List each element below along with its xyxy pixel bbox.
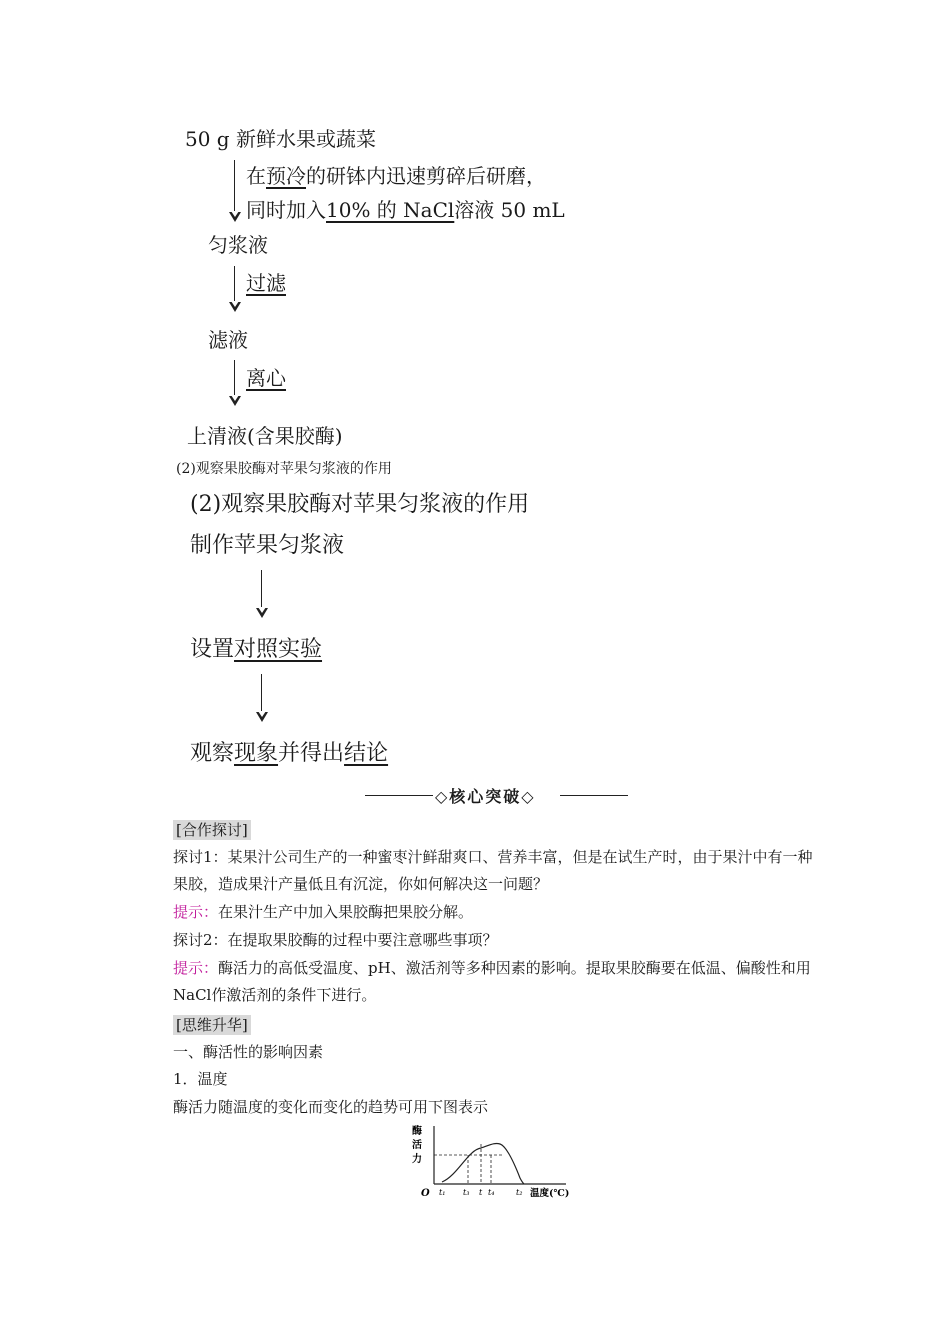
flow1-step2: 过滤 bbox=[246, 271, 286, 295]
section-divider-left bbox=[365, 795, 433, 796]
y-label-2: 活 bbox=[412, 1140, 422, 1151]
activity-curve bbox=[442, 1143, 524, 1184]
y-label-1: 酶 bbox=[412, 1126, 422, 1137]
question-2: 探讨2：在提取果胶酶的过程中要注意哪些事项？ bbox=[173, 931, 498, 949]
tick-t1: t₁ bbox=[439, 1188, 446, 1197]
section-title: ◇核心突破◇ bbox=[435, 787, 536, 806]
flow1-step1-line2: 同时加入10% 的 NaCl溶液 50 mL bbox=[246, 198, 565, 222]
arrow-down-icon bbox=[255, 674, 269, 722]
y-label-3: 力 bbox=[412, 1154, 422, 1165]
flow2-heading: (2)观察果胶酶对苹果匀浆液的作用 bbox=[190, 492, 530, 517]
question-1: 探讨1：某果汁公司生产的一种蜜枣汁鲜甜爽口、营养丰富，但是在试生产时，由于果汁中有一种果胶，造成果汁产量低且有沉淀，你如何解决这一问题？ bbox=[173, 848, 813, 893]
flow2-node2: 设置对照实验 bbox=[190, 637, 323, 662]
section-divider-right bbox=[560, 795, 628, 796]
enzyme-activity-temperature-graph bbox=[408, 1120, 588, 1206]
answer-1: 提示：在果汁生产中加入果胶酶把果胶分解。 bbox=[173, 903, 474, 921]
arrow-down-icon bbox=[255, 570, 269, 618]
tick-t2: t₂ bbox=[516, 1188, 523, 1197]
figure-caption: 酶活力随温度的变化而变化的趋势可用下图表示 bbox=[173, 1098, 489, 1116]
flow1-node2: 匀浆液 bbox=[208, 233, 268, 257]
flow1-node3: 滤液 bbox=[208, 328, 248, 352]
flow1-step1-line1: 在预冷的研钵内迅速剪碎后研磨， bbox=[246, 164, 546, 188]
small-heading: (2)观察果胶酶对苹果匀浆液的作用 bbox=[176, 461, 392, 477]
flow1-step3: 离心 bbox=[246, 366, 286, 390]
answer-2: 提示：酶活力的高低受温度、pH、激活剂等多种因素的影响。提取果胶酶要在低温、偏酸性和用NaCl作激活剂的条件下进行。 bbox=[173, 959, 811, 1004]
tag-cooperative-discussion: [合作探讨] bbox=[173, 819, 251, 840]
tick-t4: t₄ bbox=[488, 1188, 495, 1197]
tag-thinking-upgrade: [思维升华] bbox=[173, 1014, 251, 1035]
flow1-start: 50 g 新鲜水果或蔬菜 bbox=[185, 127, 376, 151]
origin-label: O bbox=[421, 1188, 430, 1199]
flow2-node3: 观察现象并得出结论 bbox=[190, 741, 389, 766]
x-axis-label: 温度(℃) bbox=[530, 1188, 570, 1199]
flow2-node1: 制作苹果匀浆液 bbox=[190, 533, 345, 558]
tick-t3: t₃ bbox=[463, 1188, 470, 1197]
heading-factors: 一、酶活性的影响因素 bbox=[173, 1043, 324, 1061]
arrow-down-icon bbox=[228, 360, 242, 406]
arrow-down-icon bbox=[228, 160, 242, 222]
arrow-down-icon bbox=[228, 266, 242, 312]
heading-temperature: 1．温度 bbox=[173, 1070, 228, 1088]
flow1-node4: 上清液(含果胶酶) bbox=[187, 424, 343, 448]
tick-t: t bbox=[479, 1188, 483, 1197]
